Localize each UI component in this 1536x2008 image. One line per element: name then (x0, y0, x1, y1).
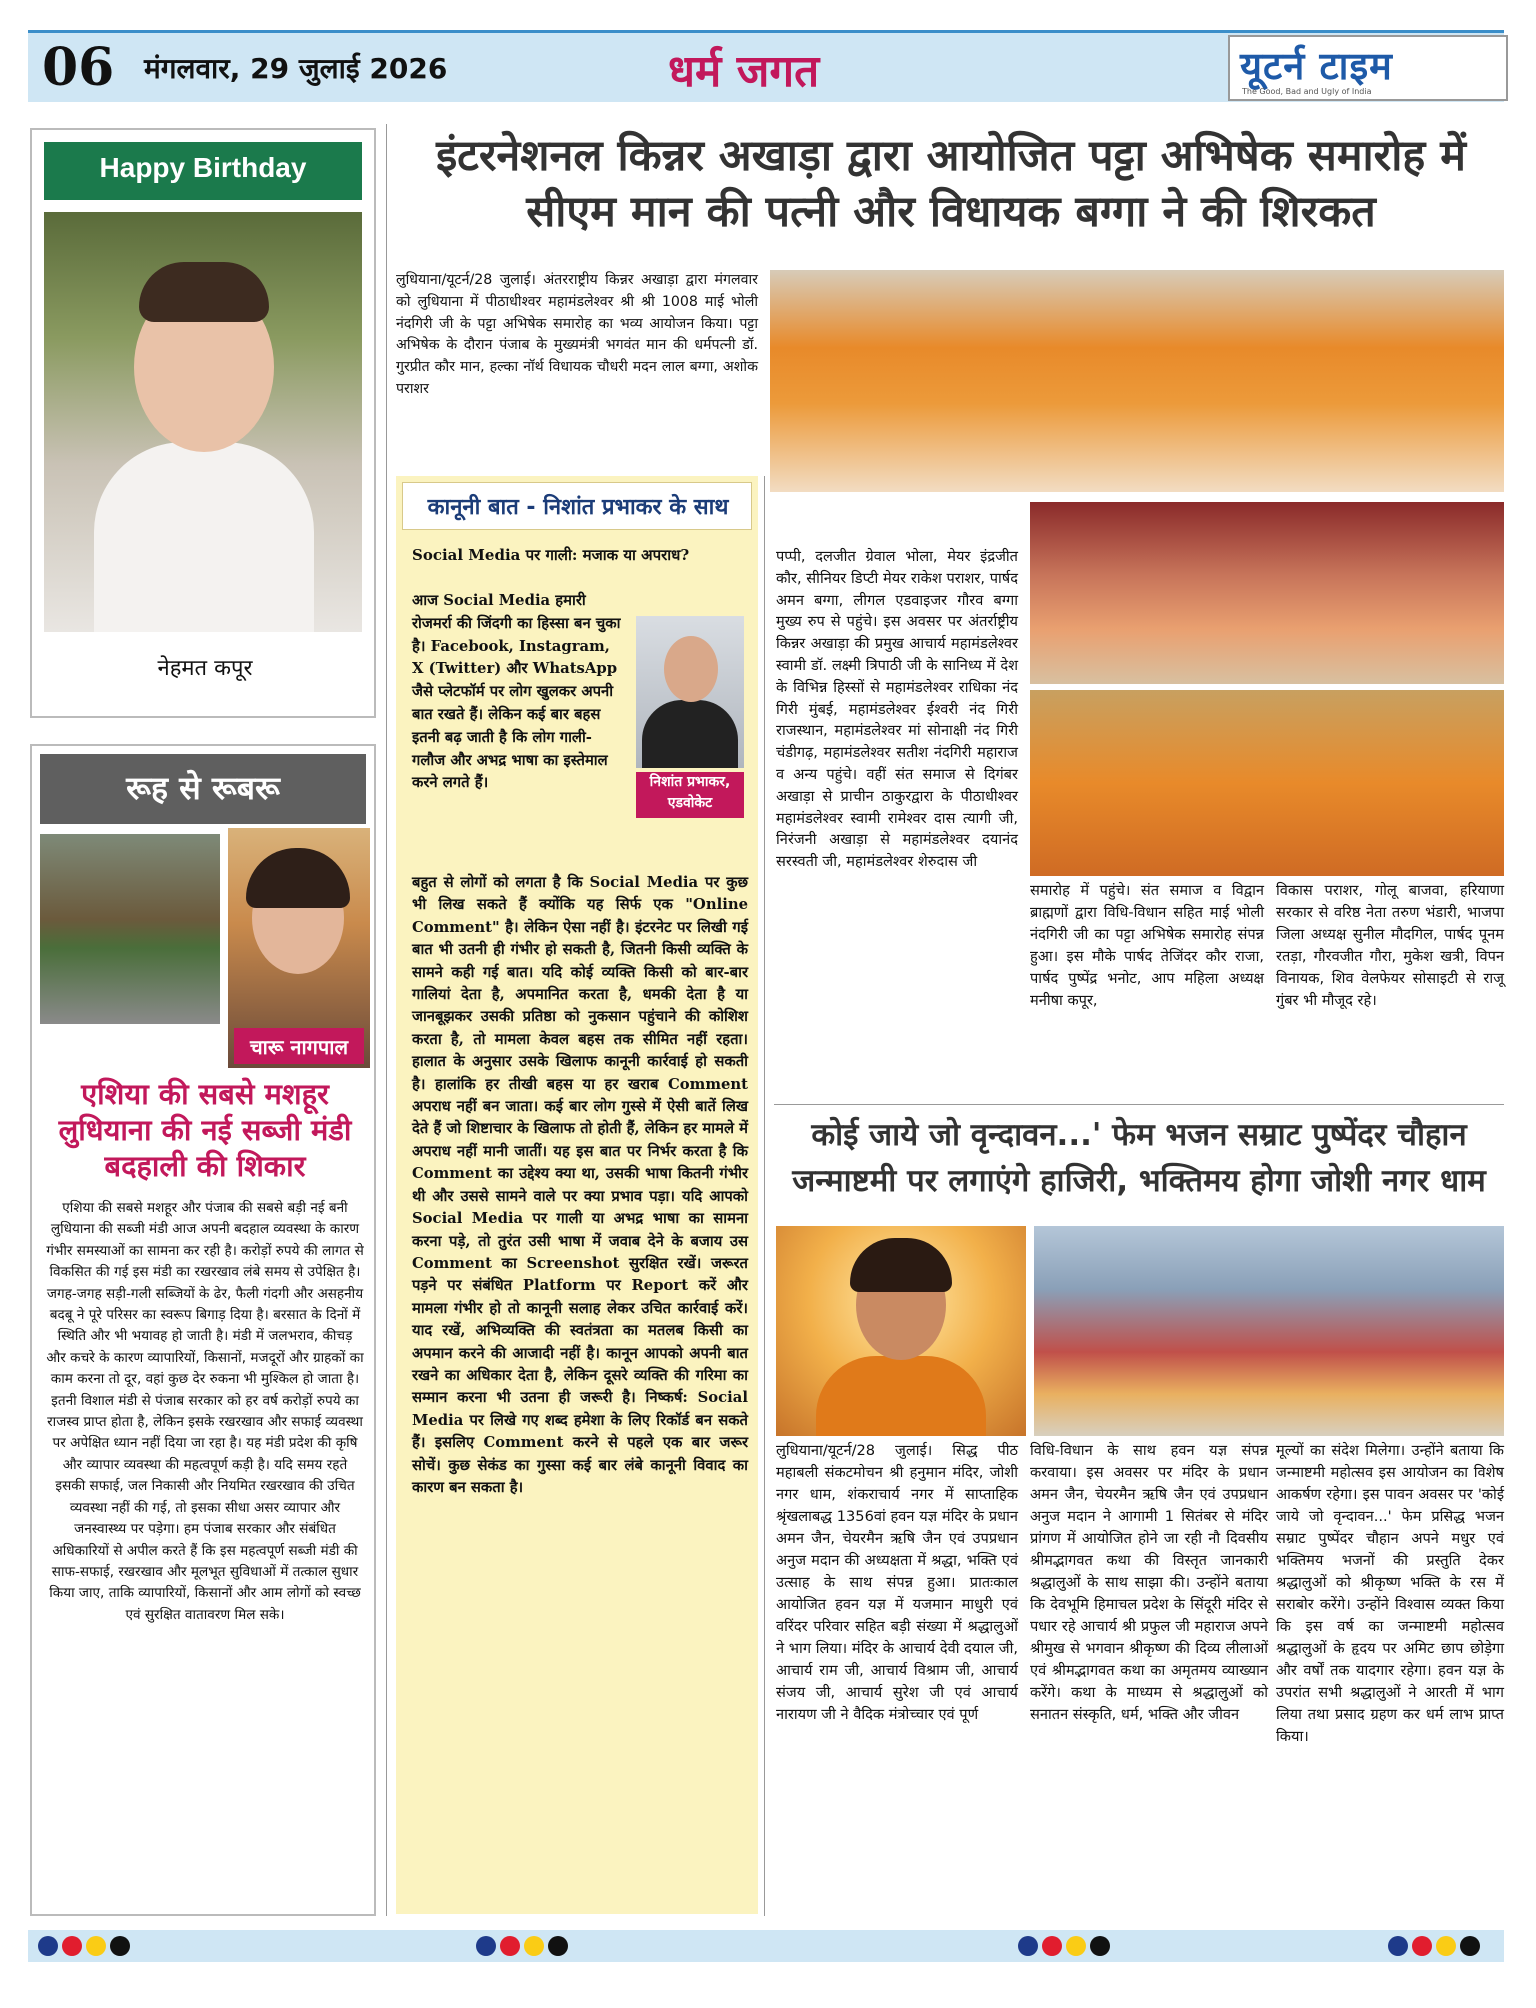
article1-column-4: विकास पराशर, गोलू बाजवा, हरियाणा सरकार से वरिष्ठ नेता तरुण भंडारी, भाजपा जिला अध्यक्ष सुनील मौदगिल, पार्षद पूनम रतड़ा, गौरवजीत गौरा, मुकेश खत्री, विपन विनायक, शिव वेलफेयर सोसाइटी से राजू गुंबर भी मौजूद रहे। (1276, 882, 1504, 1009)
registration-dot (1388, 1936, 1408, 1956)
singer-hair (850, 1238, 952, 1292)
article1-column-2: पप्पी, दलजीत ग्रेवाल भोला, मेयर इंद्रजीत कौर, सीनियर डिप्टी मेयर राकेश पराशर, पार्षद अमन बग्गा, लीगल एडवाइजर गौरव बग्गा मुख्य रुप से पहुंचे। इस अवसर पर अंतर्राष्ट्रीय किन्नर अखाड़ा की प्रमुख आचार्य महामंडलेश्वर स्वामी डॉ. लक्ष्मी त्रिपाठी जी के सानिध्य में देश के विभिन्न हिस्सों से महामंडलेश्वर राधिका नंद गिरी मुंबई, महामंडलेश्वर ईश्वरी नंद गिरी राजस्थान, महामंडलेश्वर मां सोनाक्षी नंद गिरी चंडीगढ़, महामंडलेश्वर सतीश नंदगिरी महाराज व अन्य पहुंचे। वहीं संत समाज से दिगंबर अखाड़ा से प्राचीन ठाकुरद्वारा के पीठाधीश्वर महामंडलेश्वर स्वामी रामेश्वर दास त्यागी जी, निरंजनी अखाड़ा से महामंडलेश्वर दयानंद सरस्वती जी, महामंडलेश्वर शेरुदास जी (776, 548, 1018, 871)
article-divider (774, 1104, 1504, 1105)
registration-dot (1018, 1936, 1038, 1956)
registration-dot (1042, 1936, 1062, 1956)
author-photo (228, 828, 370, 1068)
rooh-title: रूह से रूबरू (126, 769, 280, 807)
registration-dot (38, 1936, 58, 1956)
legal-question: Social Media पर गाली: मजाक या अपराध? (412, 546, 690, 564)
page-footer (28, 1930, 1504, 1962)
rooh-banner (40, 754, 366, 824)
legal-column (396, 476, 758, 1914)
advocate-suit (642, 700, 738, 768)
rooh-headline: एशिया की सबसे मशहूर लुधियाना की नई सब्जी मंडी बदहाली की शिकार (58, 1077, 352, 1183)
legal-banner (402, 482, 752, 530)
author-name: चारू नागपाल (234, 1028, 364, 1064)
ceremony-photo-seated (1030, 690, 1504, 876)
registration-dot (62, 1936, 82, 1956)
registration-dot (110, 1936, 130, 1956)
column-divider (764, 476, 765, 1916)
registration-dot (1460, 1936, 1480, 1956)
registration-dot (476, 1936, 496, 1956)
registration-dot (548, 1936, 568, 1956)
rooh-column (30, 744, 376, 1916)
newspaper-logo (1228, 35, 1508, 101)
article2-column-2: विधि-विधान के साथ हवन यज्ञ संपन्न करवाया। इस अवसर पर मंदिर के प्रधान अमन जैन, चेयरमैन ऋषि जैन एवं उपप्रधान अनुज मदान ने आगामी 1 सितंबर से मंदिर प्रांगण में आयोजित होने जा रही नौ दिवसीय श्रीमद्भागवत कथा की विस्तृत जानकारी श्रद्धालुओं के साथ साझा की। उन्होंने बताया कि देवभूमि हिमाचल प्रदेश के सिंदूरी मंदिर से पधार रहे आचार्य श्री प्रफुल जी महाराज अपने श्रीमुख से भगवान श्रीकृष्ण की दिव्य लीलाओं एवं श्रीमद्भागवत कथा का अमृतमय व्याख्यान करेंगे। कथा के माध्यम से श्रद्धालुओं को सनातन संस्कृति, धर्म, भक्ति और जीवन (1030, 1442, 1268, 1723)
photo-child-body (94, 442, 314, 632)
registration-dot (1436, 1936, 1456, 1956)
article2-headline: कोई जाये जो वृन्दावन...' फेम भजन सम्राट पुष्पेंदर चौहान जन्माष्टमी पर लगाएंगे हाजिरी, भक्तिमय होगा जोशी नगर धाम (792, 1117, 1486, 1199)
author-hair (246, 848, 350, 908)
registration-dot (1066, 1936, 1086, 1956)
page-header (28, 30, 1504, 102)
article1-paragraph: लुधियाना/यूटर्न/28 जुलाई। अंतरराष्ट्रीय किन्नर अखाड़ा द्वारा मंगलवार को लुधियाना में पीठाधीश्वर महामंडलेश्वर श्री श्री 1008 माई भोली नंदगिरी जी के पट्टा अभिषेक समारोह का भव्य आयोजन किया। पट्टा अभिषेक के दौरान पंजाब के मुख्यमंत्री भगवंत मान की धर्मपत्नी डॉ. गुरप्रीत कौर मान, हल्का नॉर्थ विधायक चौधरी मदन लाल बग्गा, अशोक पराशर (396, 272, 758, 397)
article1-column-3: समारोह में पहुंचे। संत समाज व विद्वान ब्राह्मणों द्वारा विधि-विधान सहित माई भोली नंदगिरी जी का पट्टा अभिषेक समारोह संपन्न हुआ। इस मौके पार्षद तेजिंदर कौर राजा, पार्षद पुष्पेंद्र भनोट, आप महिला अध्यक्ष मनीषा कपूर, (1030, 882, 1264, 1009)
birthday-photo (44, 212, 362, 632)
birthday-box (30, 128, 376, 718)
bhajan-singer-photo (776, 1226, 1026, 1436)
photo-child-hair (139, 262, 269, 322)
singer-body (816, 1356, 986, 1436)
article1-headline: इंटरनेशनल किन्नर अखाड़ा द्वारा आयोजित पट्टा अभिषेक समारोह में सीएम मान की पत्नी और विधायक बग्गा ने की शिरकत (436, 131, 1466, 237)
havan-yagya-photo (1034, 1226, 1504, 1436)
registration-dot (1412, 1936, 1432, 1956)
advocate-face (664, 636, 718, 702)
ceremony-photo-guests (1030, 502, 1504, 684)
birthday-banner (44, 142, 362, 200)
legal-intro: आज Social Media हमारी रोजमर्रा की जिंदगी का हिस्सा बन चुका है। Facebook, Instagram, X (Twitter) और WhatsApp जैसे प्लेटफॉर्म पर लोग खुलकर अपनी बात रखते हैं। लेकिन कई बार बहस इतनी बढ़ जाती है कि लोग गाली-गलौज और अभद्र भाषा का इस्तेमाल करने लगते हैं। (412, 592, 621, 792)
legal-body: बहुत से लोगों को लगता है कि Social Media पर कुछ भी लिख सकते हैं क्योंकि यह सिर्फ एक "Online Comment" है। लेकिन ऐसा नहीं है। इंटरनेट पर लिखी गई बात भी उतनी ही गंभीर हो सकती है, जितनी किसी व्यक्ति के सामने कही गई बात। यदि कोई व्यक्ति किसी को बार-बार गालियां देता है, अपमानित करता है, धमकी देता है या जानबूझकर उसकी प्रतिष्ठा को नुकसान पहुंचाने की कोशिश करता है, तो मामला केवल बहस तक सीमित नहीं रहता। हालात के अनुसार उसके खिलाफ कानूनी कार्रवाई हो सकती है। हालांकि हर तीखी बहस या हर खराब Comment अपराध नहीं बन जाता। कई बार लोग गुस्से में ऐसी बातें लिख देते हैं जो शिष्टाचार के खिलाफ तो होती हैं, लेकिन हर मामले में अपराध नहीं मानी जातीं। यह इस बात पर निर्भर करता है कि Comment का उद्देश्य क्या था, उसकी भाषा कितनी गंभीर थी और उससे सामने वाले पर क्या प्रभाव पड़ा। यदि आपको Social Media पर गाली या अभद्र भाषा का सामना करना पड़े, तो तुरंत उसी भाषा में जवाब देने के बजाय उस Comment का Screenshot सुरक्षित रखें। जरूरत पड़ने पर संबंधित Platform पर Report करें और मामला गंभीर हो तो कानूनी सलाह लेकर उचित कार्रवाई करें। याद रखें, अभिव्यक्ति की स्वतंत्रता का मतलब किसी का अपमान करने की आजादी नहीं है। कानून आपको अपनी बात रखने का अधिकार देता है, लेकिन दूसरे व्यक्ति की गरिमा का सम्मान करना भी उतना ही जरूरी है। निष्कर्ष: Social Media पर लिखे गए शब्द हमेशा के लिए रिकॉर्ड बन सकते हैं। इसलिए Comment करने से पहले एक बार जरूर सोचें। कुछ सेकंड का गुस्सा कई बार लंबे कानूनी विवाद का कारण बन सकता है। (412, 874, 748, 1496)
birthday-name: नेहमत कपूर (157, 656, 253, 681)
registration-dot (1090, 1936, 1110, 1956)
section-title: धर्म जगत (668, 46, 820, 97)
page-number: 06 (42, 37, 115, 98)
registration-dot (86, 1936, 106, 1956)
ceremony-photo-main (770, 270, 1504, 492)
registration-dot (524, 1936, 544, 1956)
logo-tagline: The Good, Bad and Ugly of India (1242, 87, 1372, 96)
advocate-caption: निशांत प्रभाकर, एडवोकेट (636, 772, 744, 818)
rooh-body: एशिया की सबसे मशहूर और पंजाब की सबसे बड़ी नई बनी लुधियाना की सब्जी मंडी आज अपनी बदहाल व्यवस्था के कारण गंभीर समस्याओं का सामना कर रही है। करोड़ों रुपये की लागत से विकसित की गई इस मंडी का रखरखाव लंबे समय से उपेक्षित है। जगह-जगह सड़ी-गली सब्जियों के ढेर, फैली गंदगी और असहनीय बदबू ने पूरे परिसर का स्वरूप बिगाड़ दिया है। बरसात के दिनों में स्थिति और भी भयावह हो जाती है। मंडी में जलभराव, कीचड़ और कचरे के कारण व्यापारियों, किसानों, मजदूरों और ग्राहकों का काम करना तो दूर, वहां कुछ देर रुकना भी मुश्किल हो जाता है। इतनी विशाल मंडी से पंजाब सरकार को हर वर्ष करोड़ों रुपये का राजस्व प्राप्त होता है, लेकिन इसके रखरखाव और सफाई व्यवस्था पर अपेक्षित ध्यान नहीं दिया जा रहा है। यह मंडी प्रदेश की कृषि और व्यापार व्यवस्था की महत्वपूर्ण कड़ी है। यदि समय रहते इसकी सफाई, जल निकासी और नियमित रखरखाव की उचित व्यवस्था नहीं की गई, तो इसका सीधा असर व्यापार और जनस्वास्थ्य पर पड़ेगा। हम पंजाब सरकार और संबंधित अधिकारियों से अपील करते हैं कि इस महत्वपूर्ण सब्जी मंडी की साफ-सफाई, रखरखाव और मूलभूत सुविधाओं में तत्काल सुधार किया जाए, ताकि व्यापारियों, किसानों और आम लोगों को स्वच्छ एवं सुरक्षित वातावरण मिल सके। (46, 1200, 364, 1623)
advocate-photo (636, 616, 744, 768)
legal-title: कानूनी बात - निशांत प्रभाकर के साथ (427, 495, 729, 520)
registration-dot (500, 1936, 520, 1956)
birthday-title: Happy Birthday (99, 152, 307, 183)
logo-text: यूटर्न टाइम (1240, 44, 1393, 88)
page-date: मंगलवार, 29 जुलाई 2026 (144, 52, 448, 85)
column-divider (386, 124, 387, 1916)
vegetable-market-photo (40, 834, 220, 1024)
article2-column-3: मूल्यों का संदेश मिलेगा। उन्होंने बताया कि जन्माष्टमी महोत्सव इस आयोजन का विशेष आकर्षण रहेगा। इस पावन अवसर पर 'कोई जाये जो वृन्दावन...' फेम प्रसिद्ध भजन सम्राट पुष्पेंदर चौहान अपने मधुर एवं भक्तिमय भजनों की प्रस्तुति देकर श्रद्धालुओं को श्रीकृष्ण भक्ति के रस में सराबोर करेंगे। उन्होंने विश्वास व्यक्त किया कि इस वर्ष का जन्माष्टमी महोत्सव श्रद्धालुओं के हृदय पर अमिट छाप छोड़ेगा और वर्षों तक यादगार रहेगा। हवन यज्ञ के उपरांत सभी श्रद्धालुओं ने आरती में भाग लिया तथा प्रसाद ग्रहण कर धर्म लाभ प्राप्त किया। (1276, 1442, 1504, 1745)
article2-column-1: लुधियाना/यूटर्न/28 जुलाई। सिद्ध पीठ महाबली संकटमोचन श्री हनुमान मंदिर, जोशी नगर धाम, शंकराचार्य नगर में साप्ताहिक श्रृंखलाबद्ध 1356वां हवन यज्ञ मंदिर के प्रधान अमन जैन, चेयरमैन ऋषि जैन एवं उपप्रधान अनुज मदान की अध्यक्षता में श्रद्धा, भक्ति एवं उत्साह के साथ संपन्न हुआ। प्रातःकाल आयोजित हवन यज्ञ में यजमान माधुरी एवं वरिंदर परिवार सहित बड़ी संख्या में श्रद्धालुओं ने भाग लिया। मंदिर के आचार्य देवी दयाल जी, आचार्य राम जी, आचार्य विश्राम जी, आचार्य संजय जी, आचार्य सुरेश जी एवं आचार्य नारायण जी ने वैदिक मंत्रोच्चार एवं पूर्ण (776, 1442, 1018, 1723)
